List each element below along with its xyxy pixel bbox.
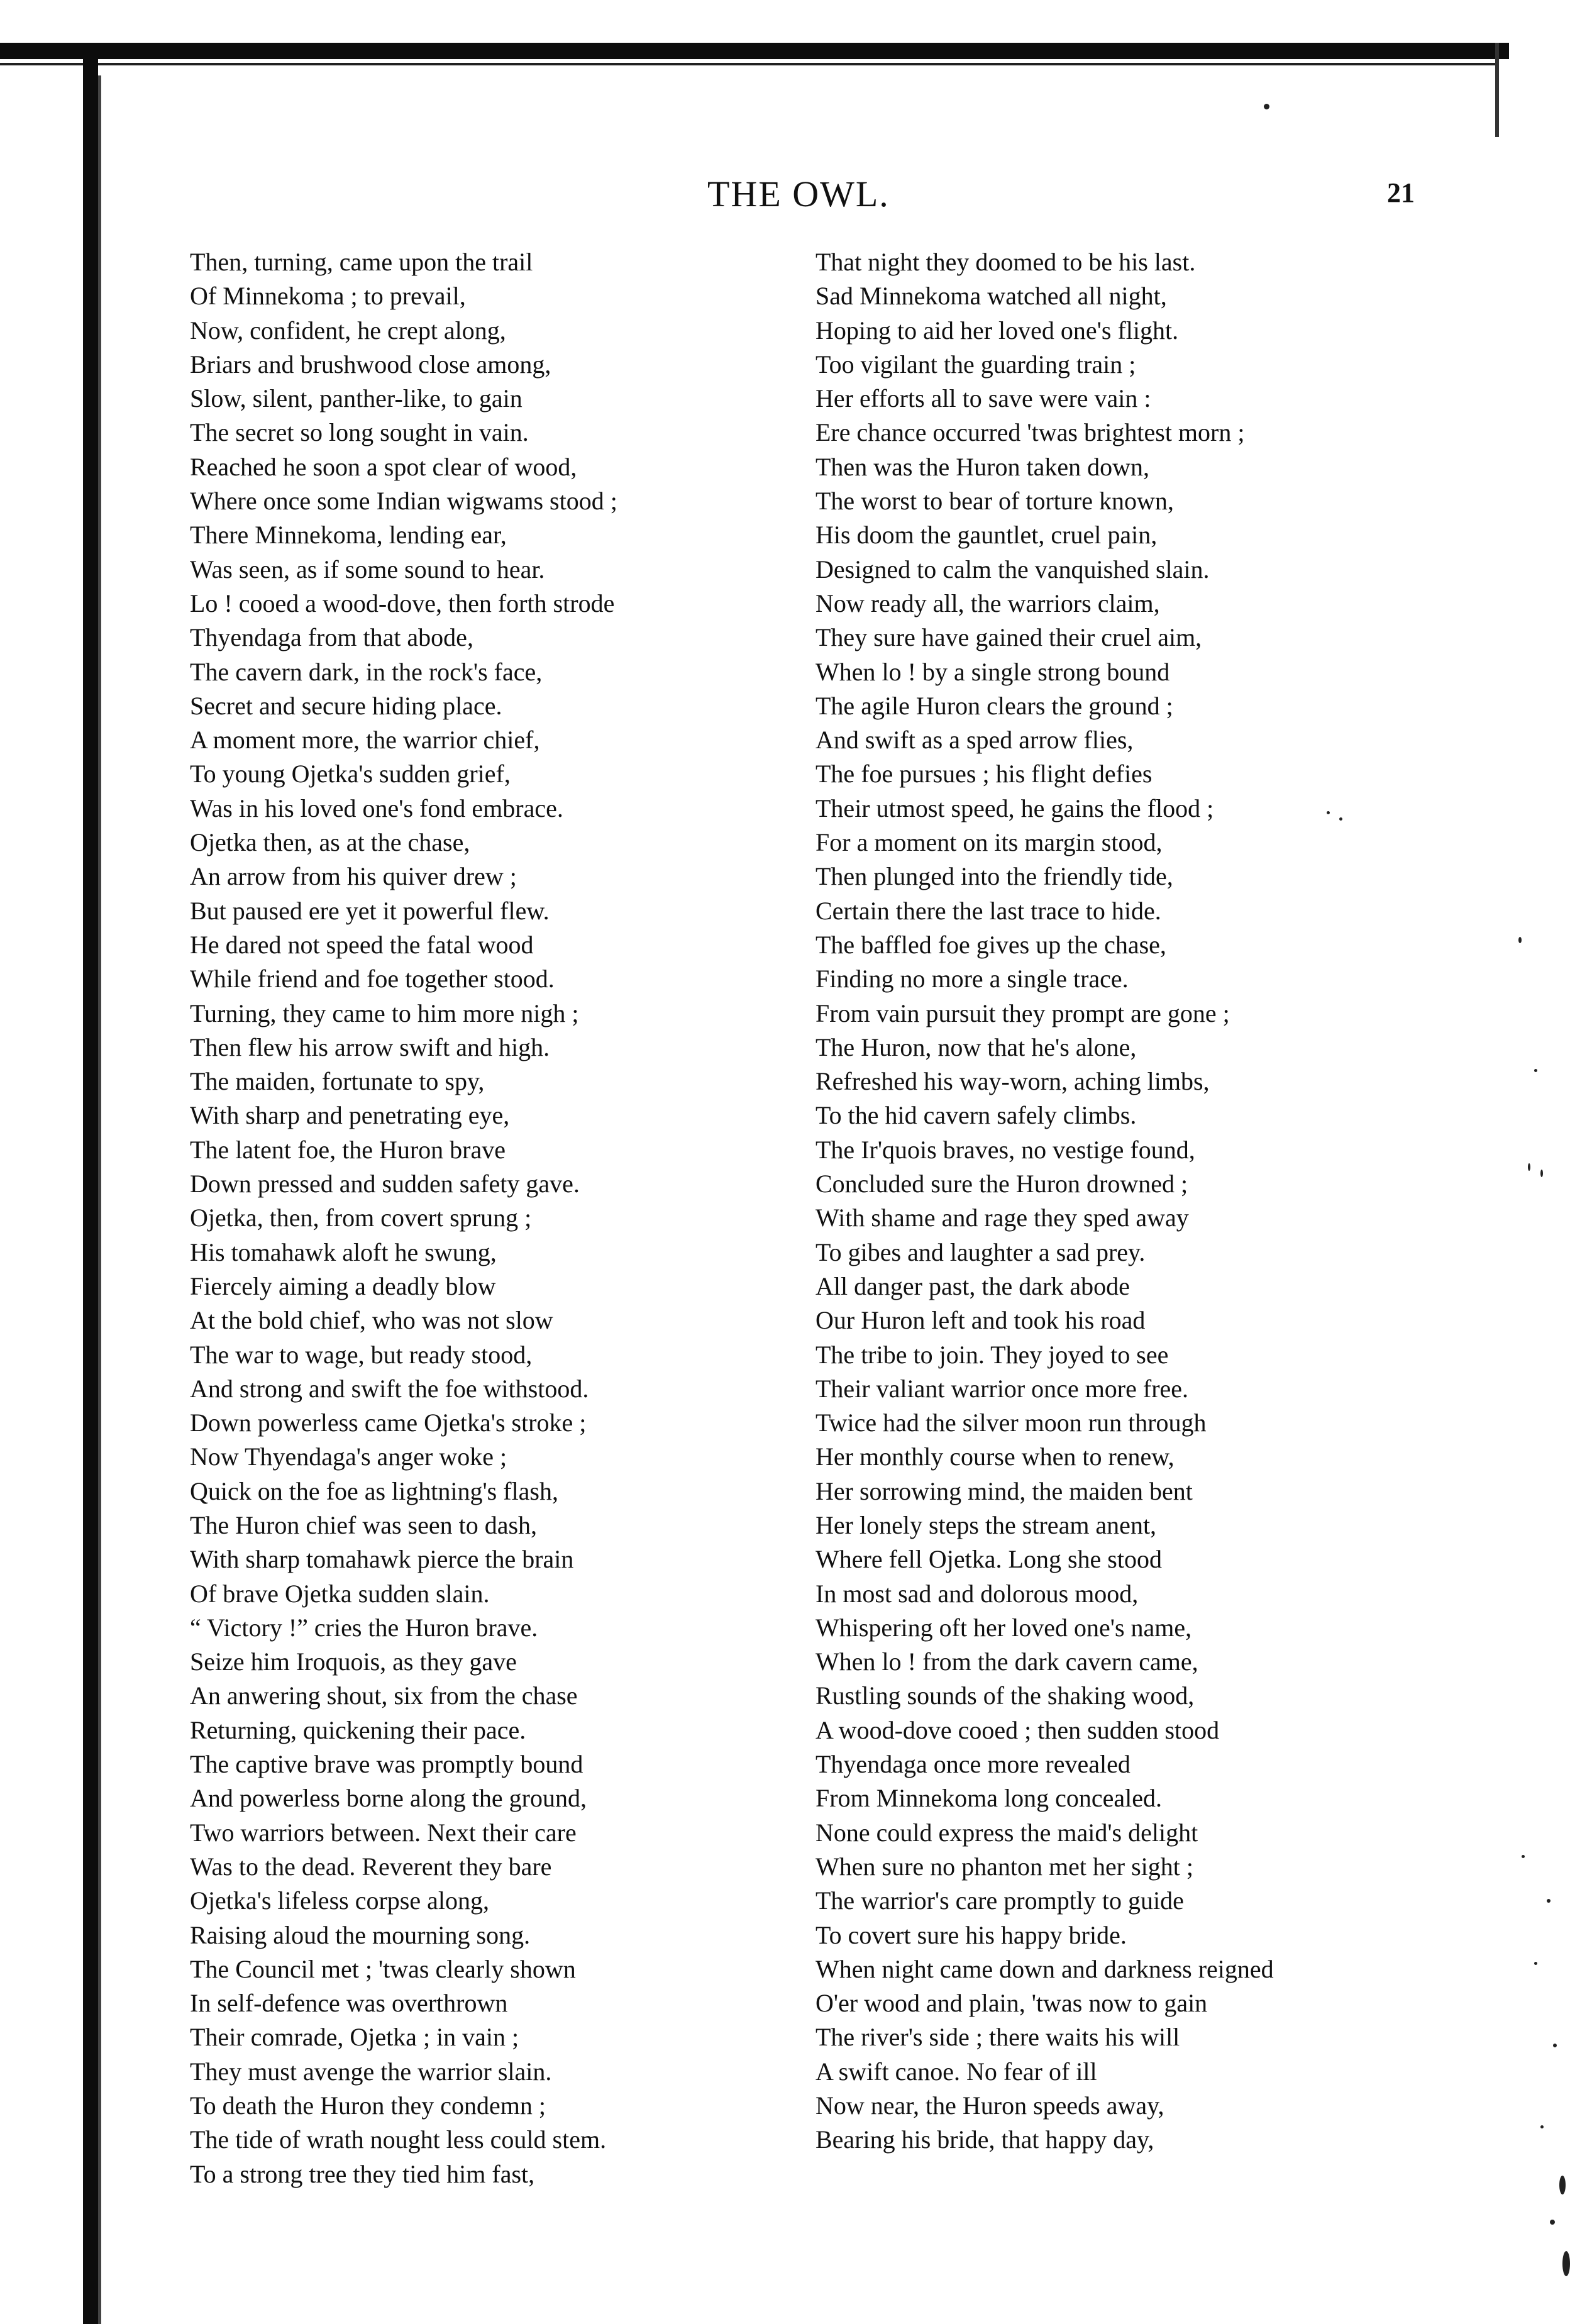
verse-line: Their utmost speed, he gains the flood ; — [815, 794, 1214, 822]
verse-line: With sharp tomahawk pierce the brain — [190, 1545, 574, 1574]
verse-line: The war to wage, but ready stood, — [190, 1340, 533, 1369]
verse-line: He dared not speed the fatal wood — [190, 930, 534, 959]
scan-speck — [1528, 1163, 1530, 1171]
verse-line: Slow, silent, panther-like, to gain — [190, 384, 522, 413]
verse-line: Returning, quickening their pace. — [190, 1715, 526, 1744]
verse-line: Then plunged into the friendly tide, — [815, 862, 1173, 891]
verse-line: To covert sure his happy bride. — [815, 1920, 1127, 1949]
verse-line: To the hid cavern safely climbs. — [815, 1101, 1137, 1130]
verse-line: His tomahawk aloft he swung, — [190, 1237, 497, 1266]
verse-line: To death the Huron they condemn ; — [190, 2091, 546, 2120]
verse-line: Hoping to aid her loved one's flight. — [815, 316, 1179, 345]
scan-speck — [1559, 2176, 1566, 2194]
verse-line: Of Minnekoma ; to prevail, — [190, 282, 466, 311]
verse-line: When night came down and darkness reigned — [815, 1954, 1274, 1983]
verse-line: Ere chance occurred 'twas brightest morn ; — [815, 418, 1245, 447]
verse-line: Her sorrowing mind, the maiden bent — [815, 1476, 1193, 1505]
verse-line: Finding no more a single trace. — [815, 965, 1129, 993]
verse-line: Twice had the silver moon run through — [815, 1408, 1207, 1437]
verse-line: Where once some Indian wigwams stood ; — [190, 487, 617, 516]
verse-line: Now ready all, the warriors claim, — [815, 589, 1160, 617]
page-title: THE OWL. — [707, 174, 890, 214]
verse-line: Her monthly course when to renew, — [815, 1442, 1175, 1471]
verse-line: Too vigilant the guarding train ; — [815, 350, 1136, 379]
scan-speck — [1518, 937, 1522, 943]
verse-line: Certain there the last trace to hide. — [815, 896, 1161, 925]
verse-line: Designed to calm the vanquished slain. — [815, 555, 1210, 584]
verse-line: Was to the dead. Reverent they bare — [190, 1852, 552, 1881]
verse-line: The maiden, fortunate to spy, — [190, 1067, 485, 1096]
verse-line: And swift as a sped arrow flies, — [815, 726, 1134, 755]
verse-line: Now Thyendaga's anger woke ; — [190, 1442, 507, 1471]
verse-line: The tide of wrath nought less could stem. — [190, 2125, 607, 2154]
verse-line: The river's side ; there waits his will — [815, 2023, 1180, 2052]
verse-line: Quick on the foe as lightning's flash, — [190, 1476, 558, 1505]
verse-line: All danger past, the dark abode — [815, 1271, 1130, 1300]
verse-line: The Council met ; 'twas clearly shown — [190, 1954, 576, 1983]
verse-line: The foe pursues ; his flight defies — [815, 760, 1153, 788]
verse-line: Then flew his arrow swift and high. — [190, 1032, 550, 1061]
verse-line: At the bold chief, who was not slow — [190, 1306, 553, 1335]
scan-speck — [1522, 1855, 1525, 1858]
verse-line: Down pressed and sudden safety gave. — [190, 1170, 580, 1198]
verse-line: And strong and swift the foe withstood. — [190, 1374, 589, 1403]
verse-line: Thyendaga once more revealed — [815, 1750, 1130, 1779]
top-border-rule-thin — [0, 63, 1496, 65]
verse-line: Ojetka, then, from covert sprung ; — [190, 1204, 532, 1232]
verse-line: None could express the maid's delight — [815, 1818, 1198, 1847]
verse-line: When lo ! from the dark cavern came, — [815, 1647, 1198, 1676]
verse-line: Down powerless came Ojetka's stroke ; — [190, 1408, 587, 1437]
verse-line: Raising aloud the mourning song. — [190, 1920, 531, 1949]
verse-line: Secret and secure hiding place. — [190, 691, 502, 720]
left-binding-edge — [83, 57, 98, 2324]
verse-line: The captive brave was promptly bound — [190, 1750, 583, 1779]
verse-line: Whispering oft her loved one's name, — [815, 1613, 1192, 1642]
verse-line: With sharp and penetrating eye, — [190, 1101, 510, 1130]
poem-column-left — [190, 245, 617, 2191]
verse-line: Was in his loved one's fond embrace. — [190, 794, 563, 822]
page-header — [0, 173, 1592, 223]
verse-line: Ojetka's lifeless corpse along, — [190, 1886, 489, 1915]
verse-line: When sure no phanton met her sight ; — [815, 1852, 1193, 1881]
verse-line: Their comrade, Ojetka ; in vain ; — [190, 2023, 519, 2052]
verse-line: Was seen, as if some sound to hear. — [190, 555, 545, 584]
scan-speck — [1339, 817, 1342, 821]
verse-line: Their valiant warrior once more free. — [815, 1374, 1189, 1403]
verse-line: Lo ! cooed a wood-dove, then forth strode — [190, 589, 615, 617]
scan-speck — [1553, 2044, 1557, 2047]
verse-line: To young Ojetka's sudden grief, — [190, 760, 511, 788]
verse-line: From Minnekoma long concealed. — [815, 1784, 1162, 1813]
verse-line: The warrior's care promptly to guide — [815, 1886, 1184, 1915]
verse-line: That night they doomed to be his last. — [815, 248, 1196, 276]
verse-line: Reached he soon a spot clear of wood, — [190, 452, 577, 481]
verse-line: Our Huron left and took his road — [815, 1306, 1146, 1335]
verse-line: Fiercely aiming a deadly blow — [190, 1271, 496, 1300]
verse-line: A swift canoe. No fear of ill — [815, 2057, 1097, 2086]
verse-line: To a strong tree they tied him fast, — [190, 2159, 535, 2188]
verse-line: Her lonely steps the stream anent, — [815, 1510, 1157, 1539]
verse-line: Rustling sounds of the shaking wood, — [815, 1681, 1195, 1710]
verse-line: An anwering shout, six from the chase — [190, 1681, 578, 1710]
top-border-rule — [0, 43, 1509, 59]
verse-line: Concluded sure the Huron drowned ; — [815, 1170, 1188, 1198]
verse-line: For a moment on its margin stood, — [815, 828, 1163, 857]
verse-line: But paused ere yet it powerful flew. — [190, 896, 550, 925]
verse-line: Thyendaga from that abode, — [190, 623, 473, 652]
verse-line: Then was the Huron taken down, — [815, 452, 1149, 481]
scan-speck — [1540, 2125, 1544, 2128]
verse-line: While friend and foe together stood. — [190, 965, 555, 993]
verse-line: “ Victory !” cries the Huron brave. — [190, 1613, 538, 1642]
verse-line: In self-defence was overthrown — [190, 1989, 508, 2018]
verse-line: And powerless borne along the ground, — [190, 1784, 587, 1813]
verse-line: An arrow from his quiver drew ; — [190, 862, 517, 891]
verse-line: A wood-dove cooed ; then sudden stood — [815, 1715, 1220, 1744]
verse-line: Her efforts all to save were vain : — [815, 384, 1151, 413]
verse-line: Sad Minnekoma watched all night, — [815, 282, 1167, 311]
left-binding-shadow — [98, 75, 101, 2324]
verse-line: Briars and brushwood close among, — [190, 350, 551, 379]
verse-line: The Ir'quois braves, no vestige found, — [815, 1135, 1195, 1164]
verse-line: In most sad and dolorous mood, — [815, 1579, 1139, 1608]
verse-line: Where fell Ojetka. Long she stood — [815, 1545, 1162, 1574]
verse-line: With shame and rage they sped away — [815, 1204, 1189, 1232]
verse-line: There Minnekoma, lending ear, — [190, 521, 507, 550]
verse-line: The cavern dark, in the rock's face, — [190, 657, 543, 686]
scan-speck — [1547, 1899, 1551, 1903]
verse-line: The secret so long sought in vain. — [190, 418, 529, 447]
verse-line: The agile Huron clears the ground ; — [815, 691, 1173, 720]
verse-line: Turning, they came to him more nigh ; — [190, 999, 579, 1027]
page-number: 21 — [1387, 177, 1415, 208]
verse-line: The Huron chief was seen to dash, — [190, 1510, 538, 1539]
scan-speck — [1550, 2220, 1555, 2225]
scan-speck — [1264, 104, 1269, 109]
scan-speck — [1534, 1069, 1537, 1072]
verse-line: Seize him Iroquois, as they gave — [190, 1647, 517, 1676]
poem-column-right — [815, 245, 1274, 2157]
verse-line: The latent foe, the Huron brave — [190, 1135, 506, 1164]
verse-line: Bearing his bride, that happy day, — [815, 2125, 1154, 2154]
verse-line: The Huron, now that he's alone, — [815, 1032, 1137, 1061]
verse-line: They must avenge the warrior slain. — [190, 2057, 552, 2086]
scan-speck — [1534, 1962, 1537, 1965]
verse-line: Now, confident, he crept along, — [190, 316, 506, 345]
verse-line: To gibes and laughter a sad prey. — [815, 1237, 1146, 1266]
verse-line: Ojetka then, as at the chase, — [190, 828, 470, 857]
verse-line: The tribe to join. They joyed to see — [815, 1340, 1169, 1369]
scan-speck — [1540, 1170, 1543, 1177]
verse-line: Refreshed his way-worn, aching limbs, — [815, 1067, 1210, 1096]
verse-line: From vain pursuit they prompt are gone ; — [815, 999, 1230, 1027]
verse-line: They sure have gained their cruel aim, — [815, 623, 1202, 652]
verse-line: When lo ! by a single strong bound — [815, 657, 1170, 686]
verse-line: Now near, the Huron speeds away, — [815, 2091, 1164, 2120]
scan-speck — [1562, 2251, 1570, 2276]
verse-line: Two warriors between. Next their care — [190, 1818, 577, 1847]
scan-speck — [1327, 811, 1330, 814]
verse-line: The worst to bear of torture known, — [815, 487, 1174, 516]
verse-line: O'er wood and plain, 'twas now to gain — [815, 1989, 1208, 2018]
verse-line: The baffled foe gives up the chase, — [815, 930, 1166, 959]
right-page-edge-mark — [1495, 43, 1499, 137]
verse-line: A moment more, the warrior chief, — [190, 726, 540, 755]
verse-line: His doom the gauntlet, cruel pain, — [815, 521, 1158, 550]
verse-line: Of brave Ojetka sudden slain. — [190, 1579, 490, 1608]
verse-line: Then, turning, came upon the trail — [190, 248, 533, 276]
